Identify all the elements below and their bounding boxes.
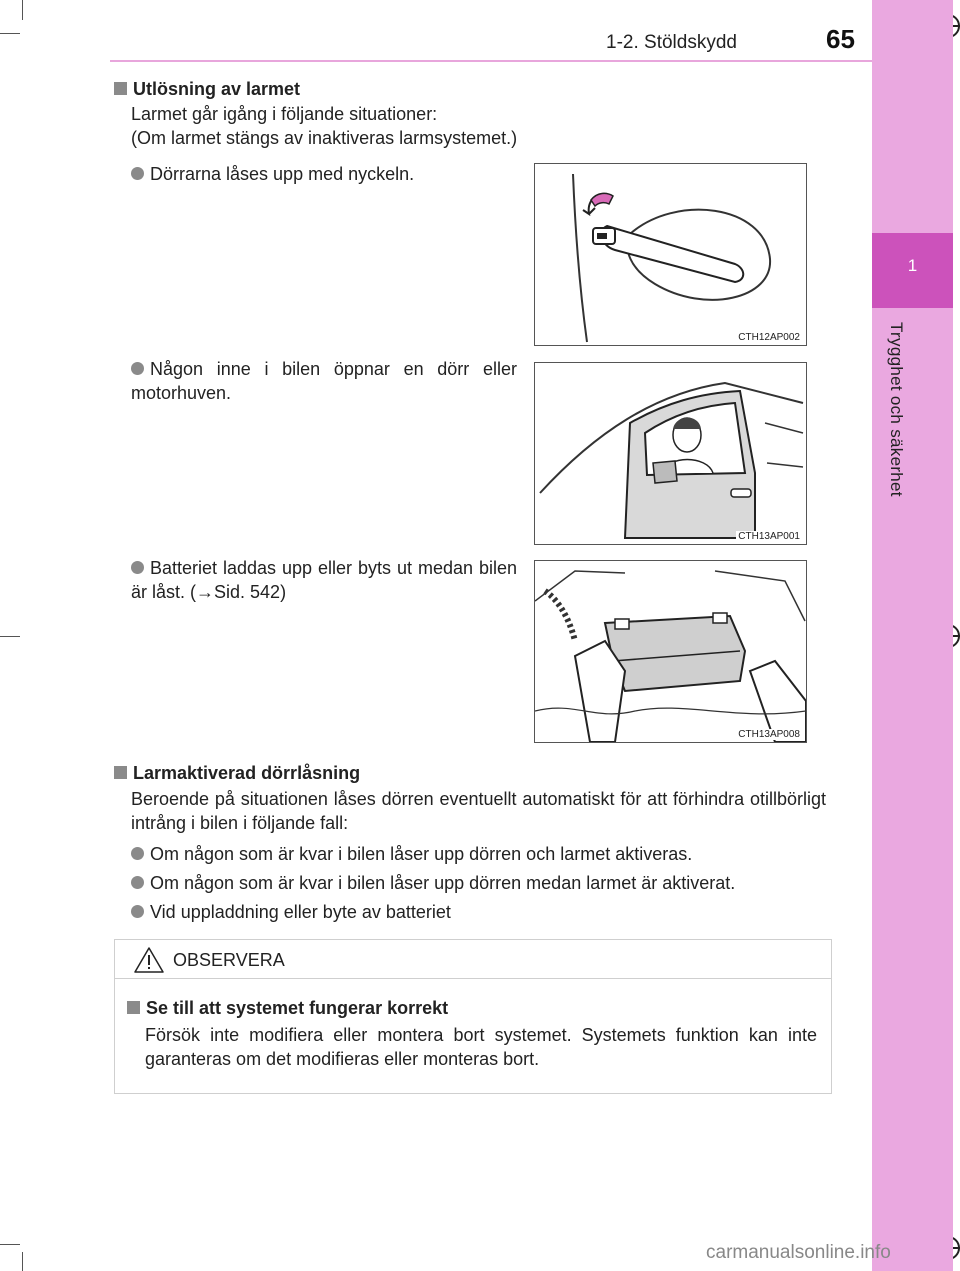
- section-title: 1-2. Stöldskydd: [606, 32, 737, 53]
- door-handle-key-icon: [535, 164, 806, 345]
- round-bullet-icon: [131, 561, 144, 574]
- door-lock-heading: Larmaktiverad dörrlåsning: [114, 761, 360, 785]
- alarm-trigger-intro: Larmet går igång i följande situationer:: [131, 104, 438, 124]
- figure-code: CTH13AP001: [738, 531, 800, 542]
- crop-mark: [22, 1252, 23, 1271]
- header-divider: [110, 60, 872, 62]
- list-item: Vid uppladdning eller byte av batteriet: [131, 900, 826, 924]
- list-item: Om någon som är kvar i bilen låser upp dörren medan larmet är aktiverat.: [131, 871, 826, 895]
- notice-label: OBSERVERA: [173, 950, 285, 970]
- car-occupant-icon: [535, 363, 806, 544]
- list-item: Någon inne i bilen öppnar en dörr eller motorhuven.: [131, 359, 517, 403]
- round-bullet-icon: [131, 167, 144, 180]
- notice-title: Se till att systemet fungerar korrekt: [127, 996, 448, 1020]
- crop-mark: [0, 33, 20, 34]
- door-key-illustration: [534, 163, 807, 346]
- round-bullet-icon: [131, 362, 144, 375]
- list-item: Om någon som är kvar i bilen låser upp dörren och larmet aktiveras.: [131, 842, 826, 866]
- warning-triangle-icon: [133, 946, 165, 974]
- door-lock-intro: Beroende på situationen låses dörren eventuellt automatiskt för att förhindra otillbörligt intrång i bilen i följande fall:: [131, 789, 826, 833]
- notice-body: Försök inte modifiera eller montera bort systemet. Systemets funktion kan inte garanteras om det modifieras eller monteras bort.: [145, 1025, 817, 1069]
- figure-code: CTH13AP008: [738, 729, 800, 740]
- square-bullet-icon: [114, 766, 127, 779]
- crop-mark: [0, 1244, 20, 1245]
- round-bullet-icon: [131, 905, 144, 918]
- round-bullet-icon: [131, 876, 144, 889]
- alarm-trigger-heading: Utlösning av larmet: [114, 77, 300, 101]
- watermark: carmanualsonline.info: [706, 1242, 891, 1263]
- square-bullet-icon: [127, 1001, 140, 1014]
- chapter-sidebar: [872, 0, 953, 1271]
- battery-replacement-illustration: [534, 560, 807, 743]
- notice-header: [115, 940, 831, 979]
- crop-mark: [0, 636, 20, 637]
- notice-box: [114, 939, 832, 1094]
- list-item: Batteriet laddas upp eller byts ut medan bilen är låst. (→Sid. 542): [131, 558, 517, 602]
- round-bullet-icon: [131, 847, 144, 860]
- figure-code: CTH12AP002: [738, 332, 800, 343]
- alarm-trigger-note: (Om larmet stängs av inaktiveras larmsystemet.): [131, 128, 518, 148]
- person-opening-door-illustration: [534, 362, 807, 545]
- list-item: Dörrarna låses upp med nyckeln.: [131, 162, 517, 186]
- chapter-label: Trygghet och säkerhet: [887, 322, 906, 497]
- square-bullet-icon: [114, 82, 127, 95]
- battery-icon: [535, 561, 806, 742]
- chapter-number: 1: [907, 256, 918, 275]
- crop-mark: [22, 0, 23, 20]
- page-number: 65: [826, 24, 855, 54]
